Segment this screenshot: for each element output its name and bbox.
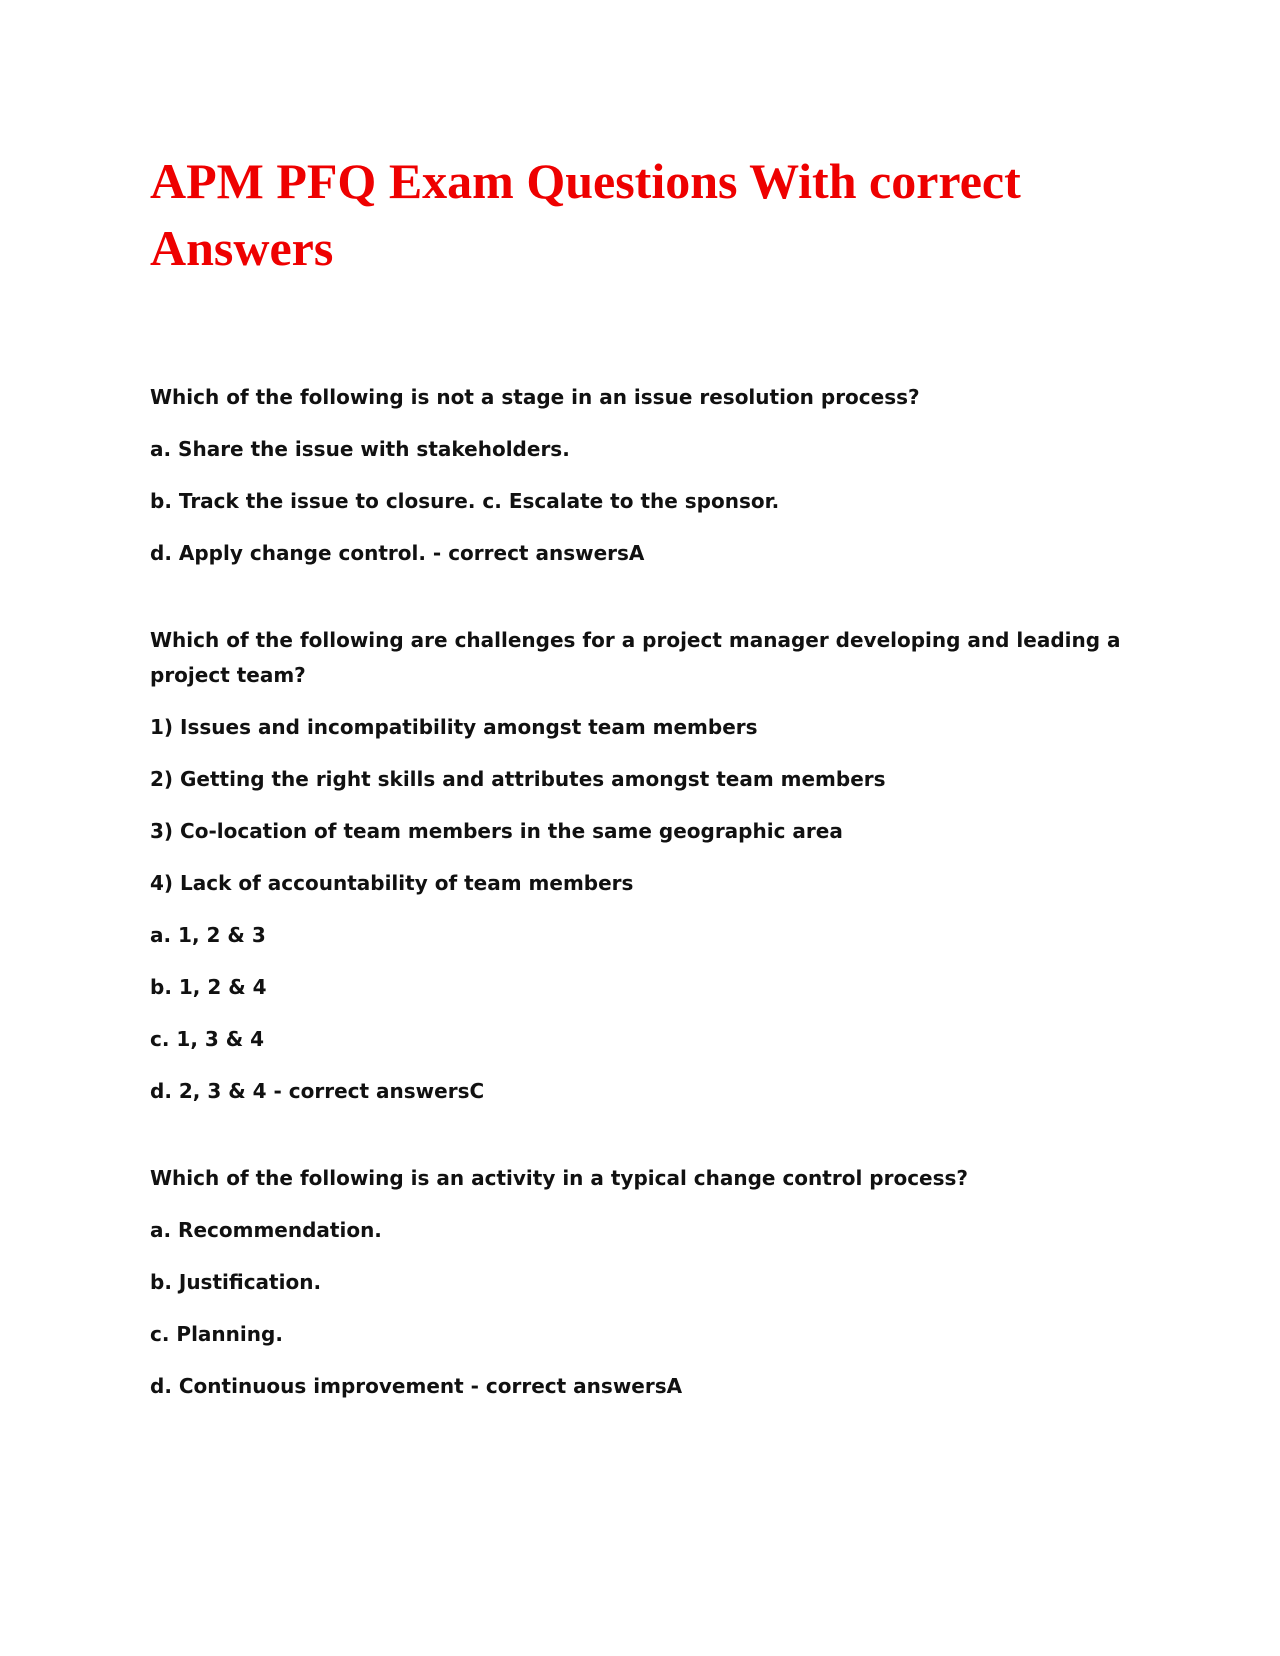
statement-item: 1) Issues and incompatibility amongst team members <box>150 715 758 739</box>
question-text: Which of the following is an activity in a typical change control process? <box>150 1166 969 1190</box>
answer-option: b. Justification. <box>150 1270 322 1294</box>
question-text: Which of the following is not a stage in an issue resolution process? <box>150 385 920 409</box>
answer-option: c. Planning. <box>150 1322 283 1346</box>
answer-option: a. Recommendation. <box>150 1218 382 1242</box>
title-line-1: APM PFQ Exam Questions With correct <box>150 153 1021 209</box>
question-block-3 <box>150 1161 1130 1404</box>
answer-option: b. Track the issue to closure. c. Escalate to the sponsor. <box>150 489 780 513</box>
answer-option: d. Apply change control. - correct answersA <box>150 541 645 565</box>
answer-option: a. Share the issue with stakeholders. <box>150 437 570 461</box>
answer-option: d. Continuous improvement - correct answersA <box>150 1374 683 1398</box>
answer-option: c. 1, 3 & 4 <box>150 1027 265 1051</box>
title-line-2: Answers <box>150 220 334 276</box>
answer-option: b. 1, 2 & 4 <box>150 975 267 999</box>
statement-item: 2) Getting the right skills and attributes amongst team members <box>150 767 886 791</box>
answer-option: d. 2, 3 & 4 - correct answersC <box>150 1079 485 1103</box>
questions-list <box>150 380 1130 1404</box>
question-block-1 <box>150 380 1130 571</box>
statement-item: 3) Co-location of team members in the same geographic area <box>150 819 843 843</box>
document-title <box>150 148 1130 282</box>
question-text: Which of the following are challenges for a project manager developing and leading a project team? <box>150 628 1121 687</box>
question-block-2 <box>150 623 1130 1109</box>
statement-item: 4) Lack of accountability of team members <box>150 871 634 895</box>
answer-option: a. 1, 2 & 3 <box>150 923 266 947</box>
